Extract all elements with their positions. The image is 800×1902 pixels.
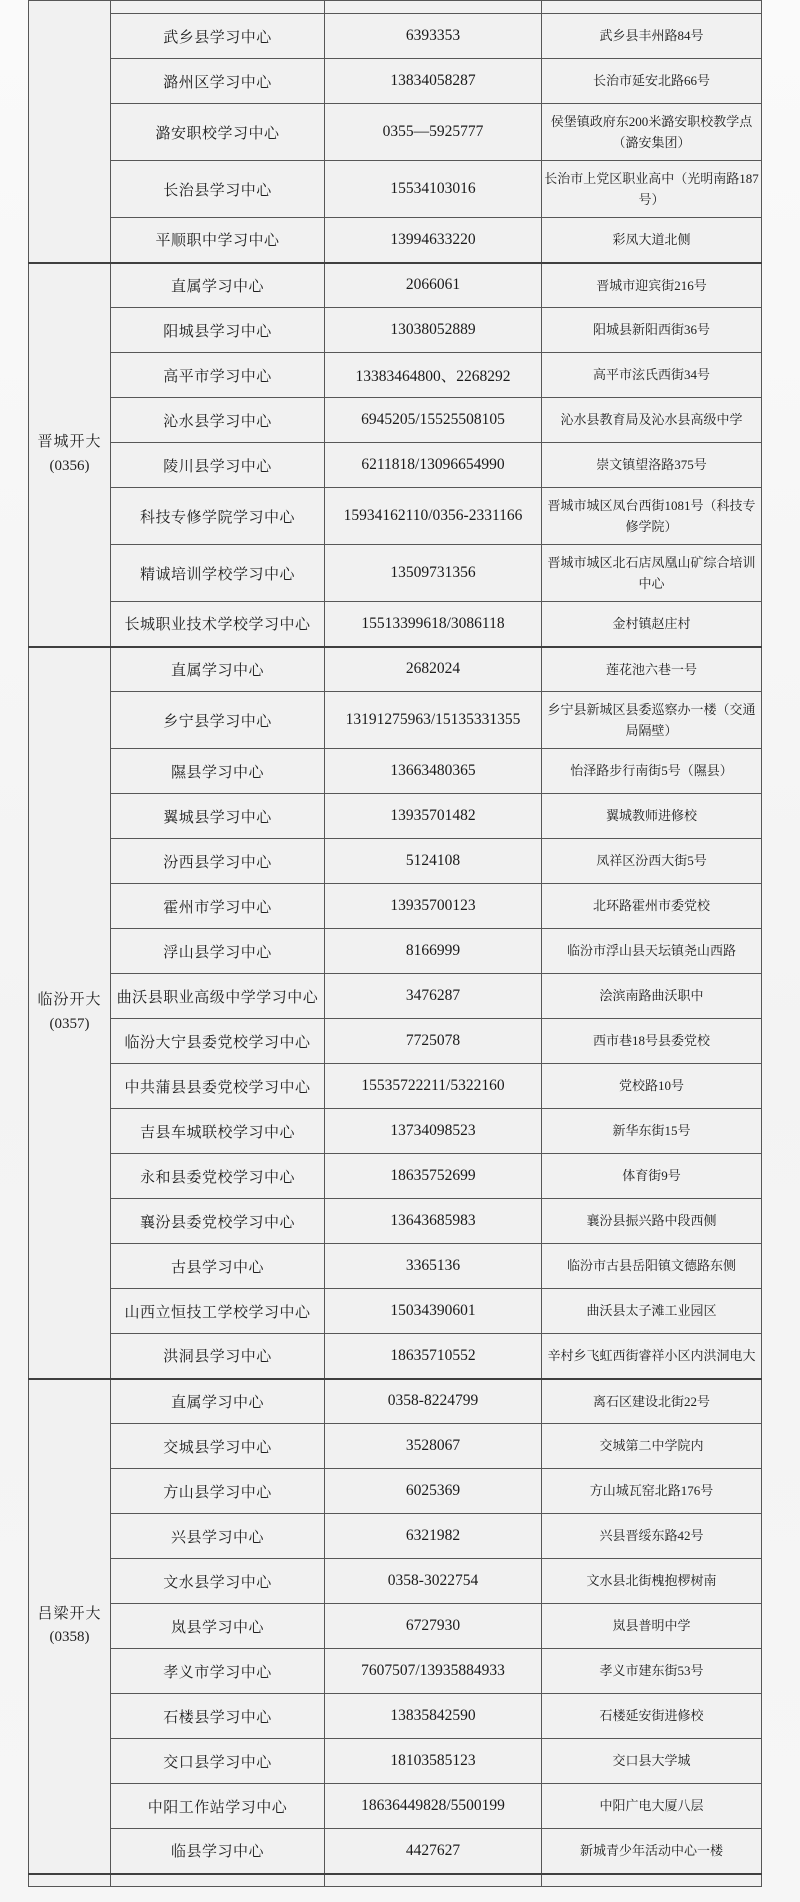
address-cell: 长治市延安北路66号: [542, 59, 762, 104]
phone-cell: 13643685983: [325, 1199, 542, 1244]
table-row: [29, 839, 762, 884]
table-row: [29, 545, 762, 602]
address-cell: 晋城市城区凤台西街1081号（科技专修学院）: [542, 488, 762, 545]
address-cell: 武乡县丰州路84号: [542, 14, 762, 59]
table-row: [29, 794, 762, 839]
center-cell: 直属学习中心: [111, 647, 325, 692]
table-row: [29, 929, 762, 974]
phone-cell: 18635752699: [325, 1154, 542, 1199]
center-cell: 洪洞县学习中心: [111, 1334, 325, 1379]
center-cell: 吉县车城联校学习中心: [111, 1109, 325, 1154]
table-row: [29, 692, 762, 749]
table-row: [29, 1649, 762, 1694]
phone-cell: 6211818/13096654990: [325, 443, 542, 488]
phone-cell: 18103585123: [325, 1739, 542, 1784]
phone-cell: 4427627: [325, 1829, 542, 1874]
phone-cell: 13994633220: [325, 218, 542, 263]
center-cell: 山西立恒技工学校学习中心: [111, 1289, 325, 1334]
center-cell: [111, 1874, 325, 1887]
phone-cell: 6393353: [325, 14, 542, 59]
phone-cell: [325, 1, 542, 14]
address-cell: 新华东街15号: [542, 1109, 762, 1154]
table-row: [29, 1424, 762, 1469]
region-cell: [29, 263, 111, 647]
region-name: 临汾开大: [37, 992, 102, 1009]
address-cell: 临汾市古县岳阳镇文德路东侧: [542, 1244, 762, 1289]
phone-cell: 13835842590: [325, 1694, 542, 1739]
center-cell: 交口县学习中心: [111, 1739, 325, 1784]
center-cell: 霍州市学习中心: [111, 884, 325, 929]
region-name: 吕梁开大: [37, 1605, 102, 1622]
address-cell: [542, 1, 762, 14]
table-row: [29, 488, 762, 545]
address-cell: 莲花池六巷一号: [542, 647, 762, 692]
center-cell: 曲沃县职业高级中学学习中心: [111, 974, 325, 1019]
address-cell: 崇文镇望洛路375号: [542, 443, 762, 488]
phone-cell: 18635710552: [325, 1334, 542, 1379]
table-body: [29, 1, 762, 1887]
center-cell: 临汾大宁县委党校学习中心: [111, 1019, 325, 1064]
center-cell: 平顺职中学习中心: [111, 218, 325, 263]
address-cell: 浍滨南路曲沃职中: [542, 974, 762, 1019]
center-cell: 精诚培训学校学习中心: [111, 545, 325, 602]
phone-cell: 18636449828/5500199: [325, 1784, 542, 1829]
table-row: [29, 647, 762, 692]
address-cell: 石楼延安街进修校: [542, 1694, 762, 1739]
table-row: [29, 1289, 762, 1334]
table-row: [29, 218, 762, 263]
address-cell: 晋城市城区北石店凤凰山矿综合培训中心: [542, 545, 762, 602]
center-cell: 孝义市学习中心: [111, 1649, 325, 1694]
address-cell: 沁水县教育局及沁水县高级中学: [542, 398, 762, 443]
phone-cell: 13038052889: [325, 308, 542, 353]
phone-cell: 0355—5925777: [325, 104, 542, 161]
center-cell: 直属学习中心: [111, 1379, 325, 1424]
region-name: 晋城开大: [37, 434, 102, 451]
address-cell: 方山城瓦窑北路176号: [542, 1469, 762, 1514]
table-row: [29, 1559, 762, 1604]
phone-cell: 15534103016: [325, 161, 542, 218]
region-code: (0357): [49, 1015, 90, 1032]
table-row: [29, 1379, 762, 1424]
address-cell: 岚县普明中学: [542, 1604, 762, 1649]
address-cell: 襄汾县振兴路中段西侧: [542, 1199, 762, 1244]
table-row: [29, 1019, 762, 1064]
phone-cell: 3476287: [325, 974, 542, 1019]
phone-cell: 13663480365: [325, 749, 542, 794]
phone-cell: 13935700123: [325, 884, 542, 929]
center-cell: [111, 1, 325, 14]
region-cell: [29, 1, 111, 263]
address-cell: 离石区建设北街22号: [542, 1379, 762, 1424]
table-row: [29, 1604, 762, 1649]
table-row: [29, 14, 762, 59]
table-row: [29, 1739, 762, 1784]
phone-cell: 13935701482: [325, 794, 542, 839]
phone-cell: 7607507/13935884933: [325, 1649, 542, 1694]
center-cell: 石楼县学习中心: [111, 1694, 325, 1739]
center-cell: 陵川县学习中心: [111, 443, 325, 488]
address-cell: 阳城县新阳西街36号: [542, 308, 762, 353]
address-cell: 高平市泫氏西街34号: [542, 353, 762, 398]
phone-cell: 0358-3022754: [325, 1559, 542, 1604]
center-cell: 沁水县学习中心: [111, 398, 325, 443]
table-row: [29, 884, 762, 929]
phone-cell: 13834058287: [325, 59, 542, 104]
center-cell: 襄汾县委党校学习中心: [111, 1199, 325, 1244]
address-cell: 侯堡镇政府东200米潞安职校教学点（潞安集团）: [542, 104, 762, 161]
address-cell: 孝义市建东街53号: [542, 1649, 762, 1694]
address-cell: 怡泽路步行南街5号（隰县）: [542, 749, 762, 794]
phone-cell: 13509731356: [325, 545, 542, 602]
phone-cell: 6321982: [325, 1514, 542, 1559]
address-cell: [542, 1874, 762, 1887]
table-row: [29, 1694, 762, 1739]
table-row: [29, 1109, 762, 1154]
table-row: [29, 1154, 762, 1199]
table-row: [29, 353, 762, 398]
phone-cell: 15513399618/3086118: [325, 602, 542, 647]
center-cell: 阳城县学习中心: [111, 308, 325, 353]
phone-cell: 6945205/15525508105: [325, 398, 542, 443]
center-cell: 中阳工作站学习中心: [111, 1784, 325, 1829]
center-cell: 长城职业技术学校学习中心: [111, 602, 325, 647]
address-cell: 晋城市迎宾街216号: [542, 263, 762, 308]
address-cell: 彩凤大道北侧: [542, 218, 762, 263]
address-cell: 党校路10号: [542, 1064, 762, 1109]
address-cell: 新城青少年活动中心一楼: [542, 1829, 762, 1874]
table-row: [29, 263, 762, 308]
address-cell: 辛村乡飞虹西街睿祥小区内洪洞电大: [542, 1334, 762, 1379]
phone-cell: 15934162110/0356-2331166: [325, 488, 542, 545]
region-cell: [29, 1379, 111, 1874]
center-cell: 方山县学习中心: [111, 1469, 325, 1514]
center-cell: 汾西县学习中心: [111, 839, 325, 884]
phone-cell: 0358-8224799: [325, 1379, 542, 1424]
phone-cell: 6025369: [325, 1469, 542, 1514]
phone-cell: 5124108: [325, 839, 542, 884]
phone-cell: 2682024: [325, 647, 542, 692]
table-row: [29, 974, 762, 1019]
phone-cell: 15034390601: [325, 1289, 542, 1334]
phone-cell: 7725078: [325, 1019, 542, 1064]
phone-cell: 2066061: [325, 263, 542, 308]
center-cell: 兴县学习中心: [111, 1514, 325, 1559]
address-cell: 凤祥区汾西大街5号: [542, 839, 762, 884]
table-row: [29, 602, 762, 647]
center-cell: 中共蒲县县委党校学习中心: [111, 1064, 325, 1109]
table-row: [29, 1829, 762, 1874]
phone-cell: 8166999: [325, 929, 542, 974]
region-cell: [29, 647, 111, 1379]
phone-cell: 13383464800、2268292: [325, 353, 542, 398]
table-row: [29, 59, 762, 104]
phone-cell: 13191275963/15135331355: [325, 692, 542, 749]
address-cell: 曲沃县太子滩工业园区: [542, 1289, 762, 1334]
table-row: [29, 1514, 762, 1559]
table-row: [29, 1064, 762, 1109]
center-cell: 高平市学习中心: [111, 353, 325, 398]
address-cell: 中阳广电大厦八层: [542, 1784, 762, 1829]
center-cell: 浮山县学习中心: [111, 929, 325, 974]
table-row: [29, 1874, 762, 1887]
center-cell: 科技专修学院学习中心: [111, 488, 325, 545]
address-cell: 长治市上党区职业高中（光明南路187号）: [542, 161, 762, 218]
table-row: [29, 104, 762, 161]
address-cell: 文水县北街槐抱椤树南: [542, 1559, 762, 1604]
learning-centers-table: [28, 0, 762, 1887]
center-cell: 武乡县学习中心: [111, 14, 325, 59]
center-cell: 岚县学习中心: [111, 1604, 325, 1649]
region-cell: [29, 1874, 111, 1887]
address-cell: 兴县晋绥东路42号: [542, 1514, 762, 1559]
phone-cell: 3365136: [325, 1244, 542, 1289]
address-cell: 乡宁县新城区县委巡察办一楼（交通局隔壁）: [542, 692, 762, 749]
address-cell: 临汾市浮山县天坛镇尧山西路: [542, 929, 762, 974]
center-cell: 隰县学习中心: [111, 749, 325, 794]
address-cell: 翼城教师进修校: [542, 794, 762, 839]
center-cell: 潞州区学习中心: [111, 59, 325, 104]
phone-cell: 3528067: [325, 1424, 542, 1469]
address-cell: 交城第二中学院内: [542, 1424, 762, 1469]
table-row: [29, 1469, 762, 1514]
table-row: [29, 161, 762, 218]
center-cell: 文水县学习中心: [111, 1559, 325, 1604]
region-code: (0358): [49, 1629, 90, 1645]
table-row: [29, 443, 762, 488]
table-row: [29, 308, 762, 353]
address-cell: 西市巷18号县委党校: [542, 1019, 762, 1064]
center-cell: 古县学习中心: [111, 1244, 325, 1289]
table-row: [29, 1334, 762, 1379]
table-row: [29, 749, 762, 794]
center-cell: 乡宁县学习中心: [111, 692, 325, 749]
center-cell: 交城县学习中心: [111, 1424, 325, 1469]
table-row: [29, 1199, 762, 1244]
center-cell: 临县学习中心: [111, 1829, 325, 1874]
center-cell: 翼城县学习中心: [111, 794, 325, 839]
address-cell: 体育街9号: [542, 1154, 762, 1199]
address-cell: 金村镇赵庄村: [542, 602, 762, 647]
center-cell: 永和县委党校学习中心: [111, 1154, 325, 1199]
center-cell: 直属学习中心: [111, 263, 325, 308]
phone-cell: [325, 1874, 542, 1887]
phone-cell: 13734098523: [325, 1109, 542, 1154]
table-row: [29, 1784, 762, 1829]
table-row: [29, 1244, 762, 1289]
table-row: [29, 1, 762, 14]
table-row: [29, 398, 762, 443]
center-cell: 潞安职校学习中心: [111, 104, 325, 161]
region-code: (0356): [49, 457, 90, 474]
address-cell: 北环路霍州市委党校: [542, 884, 762, 929]
center-cell: 长治县学习中心: [111, 161, 325, 218]
phone-cell: 15535722211/5322160: [325, 1064, 542, 1109]
phone-cell: 6727930: [325, 1604, 542, 1649]
address-cell: 交口县大学城: [542, 1739, 762, 1784]
